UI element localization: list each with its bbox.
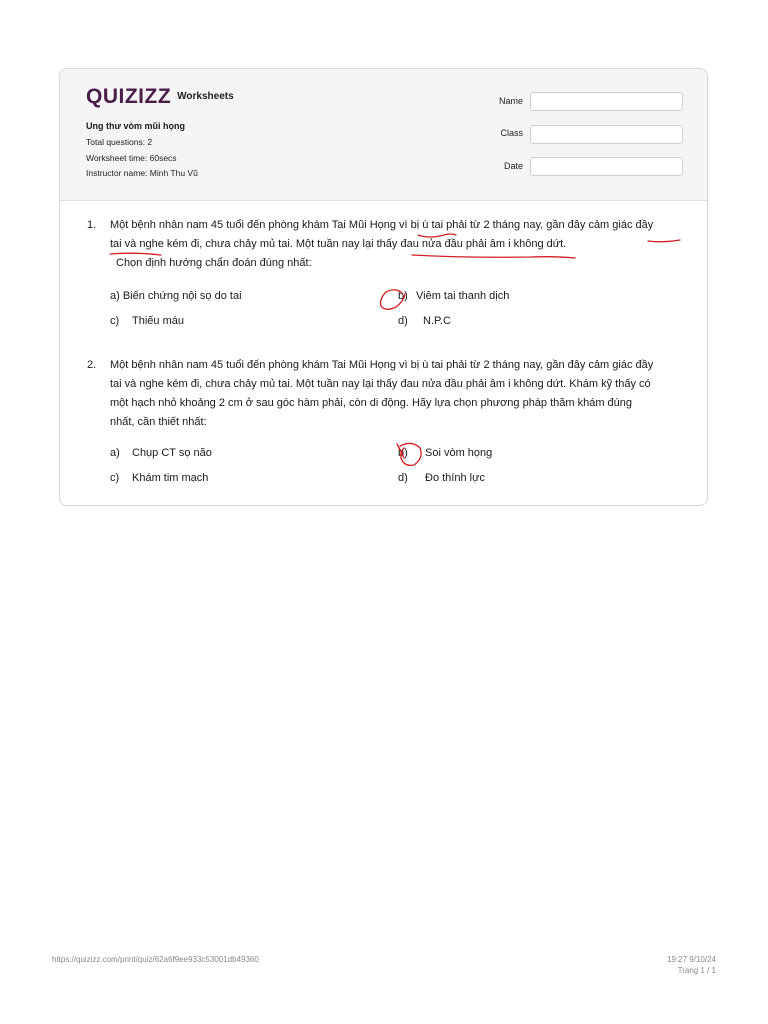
- q1-option-d[interactable]: N.P.C: [423, 315, 451, 327]
- q1-option-c-letter[interactable]: c): [110, 315, 120, 327]
- name-field[interactable]: [530, 92, 683, 111]
- date-label: Date: [503, 161, 523, 171]
- q2-option-a-letter[interactable]: a): [110, 447, 120, 459]
- question-1-line-1: Một bệnh nhân nam 45 tuổi đến phòng khám Tai Mũi Họng vì bị ù tai phải từ 2 tháng nay, gần đây cảm giác đầy: [110, 219, 654, 231]
- question-1-number: 1.: [87, 219, 97, 231]
- quizizz-logo: [86, 86, 234, 107]
- question-2-line-1: Một bệnh nhân nam 45 tuổi đến phòng khám Tai Mũi Họng vì bị ù tai phải từ 2 tháng nay, gần đây cảm giác đầy: [110, 359, 654, 371]
- question-1-line-3: Chọn định hướng chẩn đoán đúng nhất:: [116, 257, 312, 269]
- total-questions: Total questions: 2: [86, 137, 153, 147]
- q1-option-a[interactable]: [110, 290, 242, 302]
- worksheet-time: Worksheet time: 60secs: [86, 153, 177, 163]
- q2-option-c-letter[interactable]: c): [110, 472, 120, 484]
- date-field[interactable]: [530, 157, 683, 176]
- instructor-name: Instructor name: Minh Thu Vũ: [86, 168, 198, 178]
- footer-page-number: Trang 1 / 1: [677, 966, 716, 975]
- quiz-title: Ung thư vòm mũi họng: [86, 121, 186, 131]
- q2-option-b[interactable]: Soi vòm họng: [425, 447, 493, 459]
- logo-mark: QUIZIZZ: [86, 85, 172, 108]
- q2-option-d[interactable]: Đo thính lực: [425, 472, 485, 484]
- q1-option-d-letter[interactable]: d): [398, 315, 408, 327]
- q2-option-c[interactable]: Khám tim mạch: [132, 472, 209, 484]
- worksheet-card: [59, 68, 708, 506]
- worksheet-header: [60, 69, 707, 201]
- q1-option-c[interactable]: Thiếu máu: [132, 315, 184, 327]
- question-2-line-4: nhất, cần thiết nhất:: [110, 416, 207, 428]
- q1-option-b-letter[interactable]: b): [398, 290, 408, 302]
- question-2-number: 2.: [87, 359, 97, 371]
- question-2-line-3: một hạch nhỏ khoảng 2 cm ở sau góc hàm phải, còn di động. Hãy lựa chọn phương pháp thăm khám đúng: [110, 397, 633, 409]
- q2-option-b-letter[interactable]: b): [398, 447, 408, 459]
- question-2-line-2: tai và nghe kém đi, chưa chảy mủ tai. Một tuần nay lại thấy đau nửa đầu phải âm i không dứt. Khám kỹ thấy có: [110, 378, 651, 390]
- class-field[interactable]: [530, 125, 683, 144]
- option-text: Biến chứng nội sọ do tai: [122, 290, 242, 302]
- option-letter: a): [110, 290, 120, 302]
- footer-timestamp: 19:27 9/10/24: [667, 955, 716, 964]
- footer-url[interactable]: https://quizizz.com/print/quiz/62a6f9ee933c53001db49360: [52, 955, 259, 964]
- q1-option-b[interactable]: Viêm tai thanh dịch: [416, 290, 510, 302]
- q2-option-d-letter[interactable]: d): [398, 472, 408, 484]
- logo-product: Worksheets: [177, 91, 234, 102]
- name-label: Name: [498, 96, 523, 106]
- q2-option-a[interactable]: Chụp CT sọ não: [132, 447, 212, 459]
- class-label: Class: [500, 128, 523, 138]
- question-1-line-2: tai và nghe kém đi, chưa chảy mủ tai. Một tuần nay lại thấy đau nửa đầu phải âm i không dứt.: [110, 238, 567, 250]
